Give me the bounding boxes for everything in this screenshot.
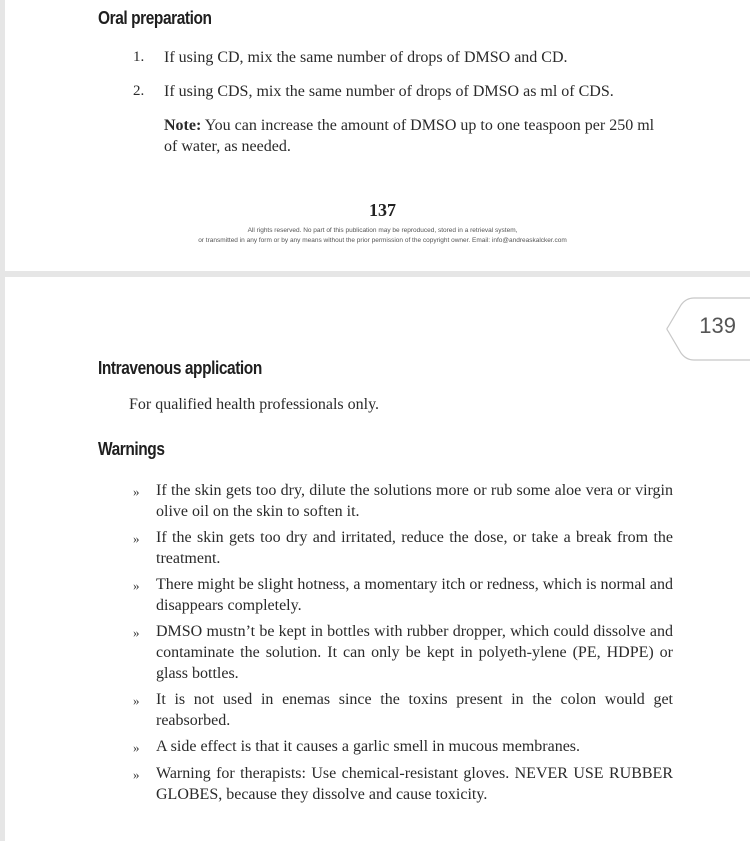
- list-item: [133, 574, 673, 616]
- list-item: [133, 621, 673, 684]
- bullet-icon: »: [133, 693, 140, 708]
- note-paragraph: [164, 115, 669, 157]
- list-item: [133, 736, 673, 758]
- bullet-icon: »: [133, 531, 140, 546]
- page-139: [5, 277, 750, 841]
- oral-preparation-steps: [133, 47, 673, 115]
- note-text: You can increase the amount of DMSO up to one teaspoon per 250 ml of water, as needed.: [164, 117, 655, 155]
- section-heading-intravenous: Intravenous application: [98, 358, 262, 378]
- bullet-icon: »: [133, 578, 140, 593]
- step-number: 2.: [133, 83, 145, 99]
- warning-text: There might be slight hotness, a momentary itch or redness, which is normal and disappears completely.: [156, 576, 673, 614]
- bullet-icon: »: [133, 625, 140, 640]
- warning-text: If the skin gets too dry, dilute the solutions more or rub some aloe vera or virgin olive oil on the skin to soften it.: [156, 482, 673, 520]
- page-137: [5, 0, 750, 271]
- bullet-icon: »: [133, 767, 140, 782]
- list-item: [133, 480, 673, 522]
- warning-text: DMSO mustn’t be kept in bottles with rubber dropper, which could dissolve and contaminate the solution. It can only be kept in polyeth-ylene (PE, HDPE) or glass bottles.: [156, 623, 673, 682]
- section-heading-warnings: Warnings: [98, 439, 165, 459]
- copyright-line: or transmitted in any form or by any means without the prior permission of the copyright owner. Email: info@andreaskalcker.com: [198, 237, 567, 244]
- step-text: If using CD, mix the same number of drops of DMSO and CD.: [164, 49, 568, 66]
- note-label: Note:: [164, 117, 202, 134]
- list-item: [133, 47, 673, 68]
- step-number: 1.: [133, 49, 145, 65]
- page-indicator-label: 139: [699, 313, 736, 338]
- bullet-icon: »: [133, 740, 140, 755]
- page-number: 137: [369, 200, 396, 220]
- warnings-list: [133, 480, 673, 810]
- list-item: [133, 763, 673, 805]
- bullet-icon: »: [133, 484, 140, 499]
- copyright-line: All rights reserved. No part of this publication may be reproduced, stored in a retrieval system,: [247, 227, 518, 234]
- warning-text: It is not used in enemas since the toxins present in the colon would get reabsorbed.: [156, 691, 673, 729]
- list-item: [133, 81, 673, 102]
- warning-text: If the skin gets too dry and irritated, reduce the dose, or take a break from the treatment.: [156, 529, 673, 567]
- section-heading-oral-preparation: Oral preparation: [98, 8, 212, 28]
- step-text: If using CDS, mix the same number of drops of DMSO as ml of CDS.: [164, 83, 614, 100]
- copyright-notice: [5, 226, 750, 246]
- list-item: [133, 527, 673, 569]
- intravenous-text: For qualified health professionals only.: [129, 396, 380, 413]
- warning-text: A side effect is that it causes a garlic smell in mucous membranes.: [156, 738, 581, 755]
- list-item: [133, 689, 673, 731]
- warning-text: Warning for therapists: Use chemical-resistant gloves. NEVER USE RUBBER GLOBES, because they dissolve and cause toxicity.: [156, 765, 673, 803]
